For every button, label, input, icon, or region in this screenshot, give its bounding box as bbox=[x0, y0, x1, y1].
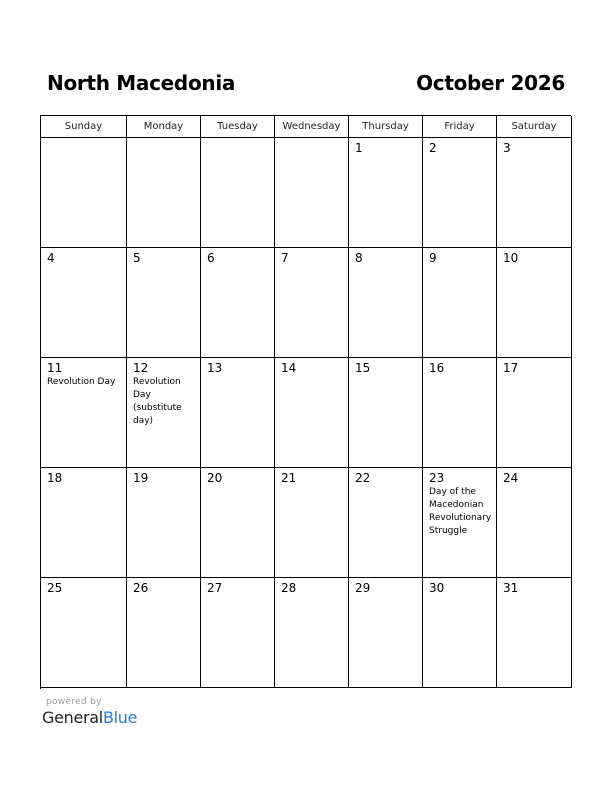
day-cell bbox=[423, 138, 497, 248]
holiday-label: Day of the Macedonian Revolutionary Struggle bbox=[429, 487, 492, 536]
day-number: 9 bbox=[429, 251, 437, 265]
day-cell bbox=[497, 358, 572, 468]
day-number: 8 bbox=[355, 251, 363, 265]
day-cell bbox=[349, 578, 423, 688]
day-number: 23 bbox=[429, 471, 445, 485]
day-number: 15 bbox=[355, 361, 371, 375]
brand-general: General bbox=[42, 708, 103, 727]
weekday-header-wednesday: Wednesday bbox=[275, 116, 349, 138]
day-cell bbox=[497, 248, 572, 358]
day-number: 12 bbox=[133, 361, 149, 375]
day-cell bbox=[41, 358, 127, 468]
day-cell bbox=[275, 248, 349, 358]
day-number: 4 bbox=[47, 251, 55, 265]
day-cell bbox=[275, 138, 349, 248]
weekday-header-sunday: Sunday bbox=[41, 116, 127, 138]
day-number: 29 bbox=[355, 581, 371, 595]
day-number: 5 bbox=[133, 251, 141, 265]
day-cell bbox=[275, 358, 349, 468]
day-number: 31 bbox=[503, 581, 519, 595]
generalblue-logo[interactable] bbox=[42, 708, 137, 727]
day-cell bbox=[41, 248, 127, 358]
day-cell bbox=[201, 578, 275, 688]
day-cell bbox=[275, 468, 349, 578]
day-cell bbox=[201, 138, 275, 248]
day-cell bbox=[423, 358, 497, 468]
holiday-label: Revolution Day (substitute day) bbox=[133, 377, 182, 426]
day-number: 28 bbox=[281, 581, 297, 595]
day-number: 13 bbox=[207, 361, 223, 375]
day-number: 19 bbox=[133, 471, 149, 485]
weekday-header-friday: Friday bbox=[423, 116, 497, 138]
day-number: 3 bbox=[503, 141, 511, 155]
day-cell bbox=[497, 468, 572, 578]
day-cell bbox=[127, 578, 201, 688]
day-number: 16 bbox=[429, 361, 445, 375]
weekday-header-thursday: Thursday bbox=[349, 116, 423, 138]
day-cell bbox=[201, 358, 275, 468]
day-number: 30 bbox=[429, 581, 445, 595]
day-cell bbox=[349, 138, 423, 248]
day-number: 10 bbox=[503, 251, 519, 265]
day-cell bbox=[423, 468, 497, 578]
day-number: 1 bbox=[355, 141, 363, 155]
day-number: 14 bbox=[281, 361, 297, 375]
day-cell bbox=[349, 468, 423, 578]
calendar-grid bbox=[40, 115, 571, 689]
day-cell bbox=[201, 248, 275, 358]
brand-blue: Blue bbox=[102, 708, 138, 727]
day-number: 18 bbox=[47, 471, 63, 485]
weekday-header-saturday: Saturday bbox=[497, 116, 572, 138]
day-number: 26 bbox=[133, 581, 149, 595]
day-cell bbox=[423, 578, 497, 688]
day-number: 2 bbox=[429, 141, 437, 155]
day-number: 7 bbox=[281, 251, 289, 265]
day-cell bbox=[497, 138, 572, 248]
day-number: 25 bbox=[47, 581, 63, 595]
day-cell bbox=[41, 468, 127, 578]
day-number: 21 bbox=[281, 471, 297, 485]
day-cell bbox=[201, 468, 275, 578]
calendar-country-title: North Macedonia bbox=[47, 71, 236, 95]
day-number: 6 bbox=[207, 251, 215, 265]
weekday-header-monday: Monday bbox=[127, 116, 201, 138]
day-cell bbox=[349, 248, 423, 358]
day-number: 11 bbox=[47, 361, 63, 375]
day-cell bbox=[497, 578, 572, 688]
day-cell bbox=[127, 248, 201, 358]
day-cell bbox=[127, 358, 201, 468]
day-number: 20 bbox=[207, 471, 223, 485]
day-number: 24 bbox=[503, 471, 519, 485]
day-number: 27 bbox=[207, 581, 223, 595]
day-cell bbox=[127, 468, 201, 578]
calendar-month-title: October 2026 bbox=[416, 71, 565, 95]
day-number: 22 bbox=[355, 471, 371, 485]
holiday-label: Revolution Day bbox=[47, 377, 116, 387]
day-cell bbox=[275, 578, 349, 688]
day-cell bbox=[41, 578, 127, 688]
day-cell bbox=[349, 358, 423, 468]
powered-by-text: powered by bbox=[46, 697, 102, 707]
day-cell bbox=[41, 138, 127, 248]
day-number: 17 bbox=[503, 361, 519, 375]
day-cell bbox=[423, 248, 497, 358]
weekday-header-tuesday: Tuesday bbox=[201, 116, 275, 138]
day-cell bbox=[127, 138, 201, 248]
